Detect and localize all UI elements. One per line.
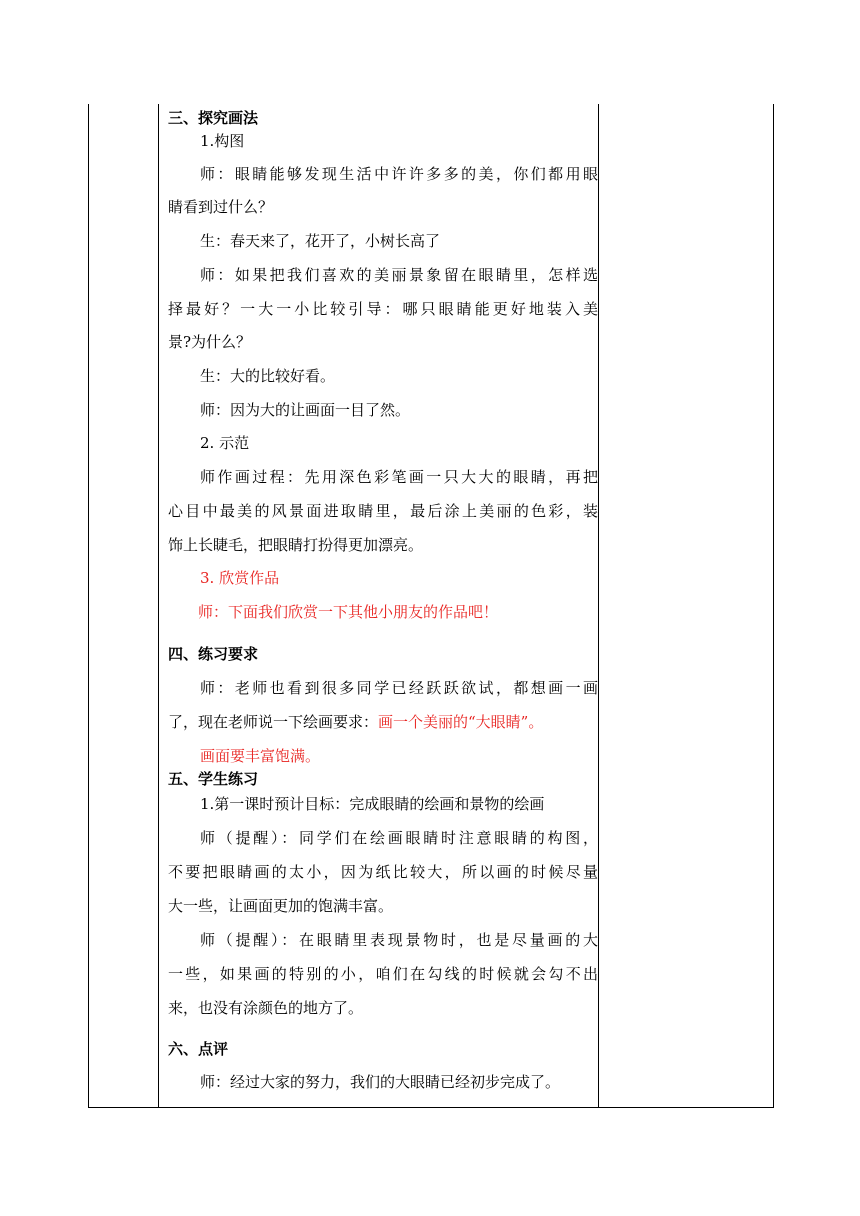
table-border-col1 (158, 104, 159, 1107)
text-line: 景?为什么？ (168, 333, 252, 351)
table-border-right (773, 104, 774, 1107)
text-line: 大一些，让画面更加的饱满丰富。 (168, 897, 394, 915)
text-line: 师：眼睛能够发现生活中许许多多的美，你们都用眼 (200, 165, 598, 183)
section-3-heading: 三、探究画法 (168, 109, 259, 127)
table-border-left (88, 104, 89, 1107)
text-line-highlight: 画面要丰富饱满。 (200, 747, 321, 765)
section-6-heading: 六、点评 (168, 1040, 229, 1058)
text-line: 心目中最美的风景面进取睛里，最后涂上美丽的色彩，装 (168, 502, 598, 520)
table-border-bottom (88, 1107, 774, 1108)
text-line: 师（提醒）：在眼睛里表现景物时，也是尽量画的大 (200, 931, 598, 949)
text-line-highlight: 师：下面我们欣赏一下其他小朋友的作品吧！ (198, 603, 499, 621)
section-4-heading: 四、练习要求 (168, 645, 259, 663)
text-line: 饰上长睫毛，把眼睛打扮得更加漂亮。 (168, 536, 424, 554)
text-line: 师：老师也看到很多同学已经跃跃欲试，都想画一画 (200, 679, 598, 697)
text-line: 了，现在老师说一下绘画要求：画一个美丽的“大眼睛”。 (168, 713, 544, 731)
text-line: 来，也没有涂颜色的地方了。 (168, 999, 364, 1017)
text-line: 睛看到过什么？ (168, 198, 274, 216)
text-line: 一些，如果画的特别的小，咱们在勾线的时候就会勾不出 (168, 965, 598, 983)
text-line: 1.构图 (200, 132, 245, 150)
text-line: 师：因为大的让画面一目了然。 (200, 401, 411, 419)
text-line: 1.第一课时预计目标：完成眼睛的绘画和景物的绘画 (200, 795, 545, 813)
text-line: 师（提醒）：同学们在绘画眼睛时注意眼睛的构图， (200, 829, 598, 847)
text-line-highlight: 3. 欣赏作品 (200, 569, 280, 587)
text-line: 生：春天来了，花开了，小树长高了 (200, 232, 441, 250)
table-border-col2 (598, 104, 599, 1107)
text-line: 不要把眼睛画的太小，因为纸比较大，所以画的时候尽量 (168, 863, 598, 881)
text-line: 2. 示范 (200, 434, 250, 452)
section-5-heading: 五、学生练习 (168, 770, 259, 788)
text-line: 择最好？一大一小比较引导：哪只眼睛能更好地装入美 (168, 300, 598, 318)
text-line: 生：大的比较好看。 (200, 367, 336, 385)
text-line: 师：经过大家的努力，我们的大眼睛已经初步完成了。 (200, 1073, 561, 1091)
text-line: 师：如果把我们喜欢的美丽景象留在眼睛里，怎样选 (200, 266, 598, 284)
text-line: 师作画过程：先用深色彩笔画一只大大的眼睛，再把 (200, 468, 598, 486)
